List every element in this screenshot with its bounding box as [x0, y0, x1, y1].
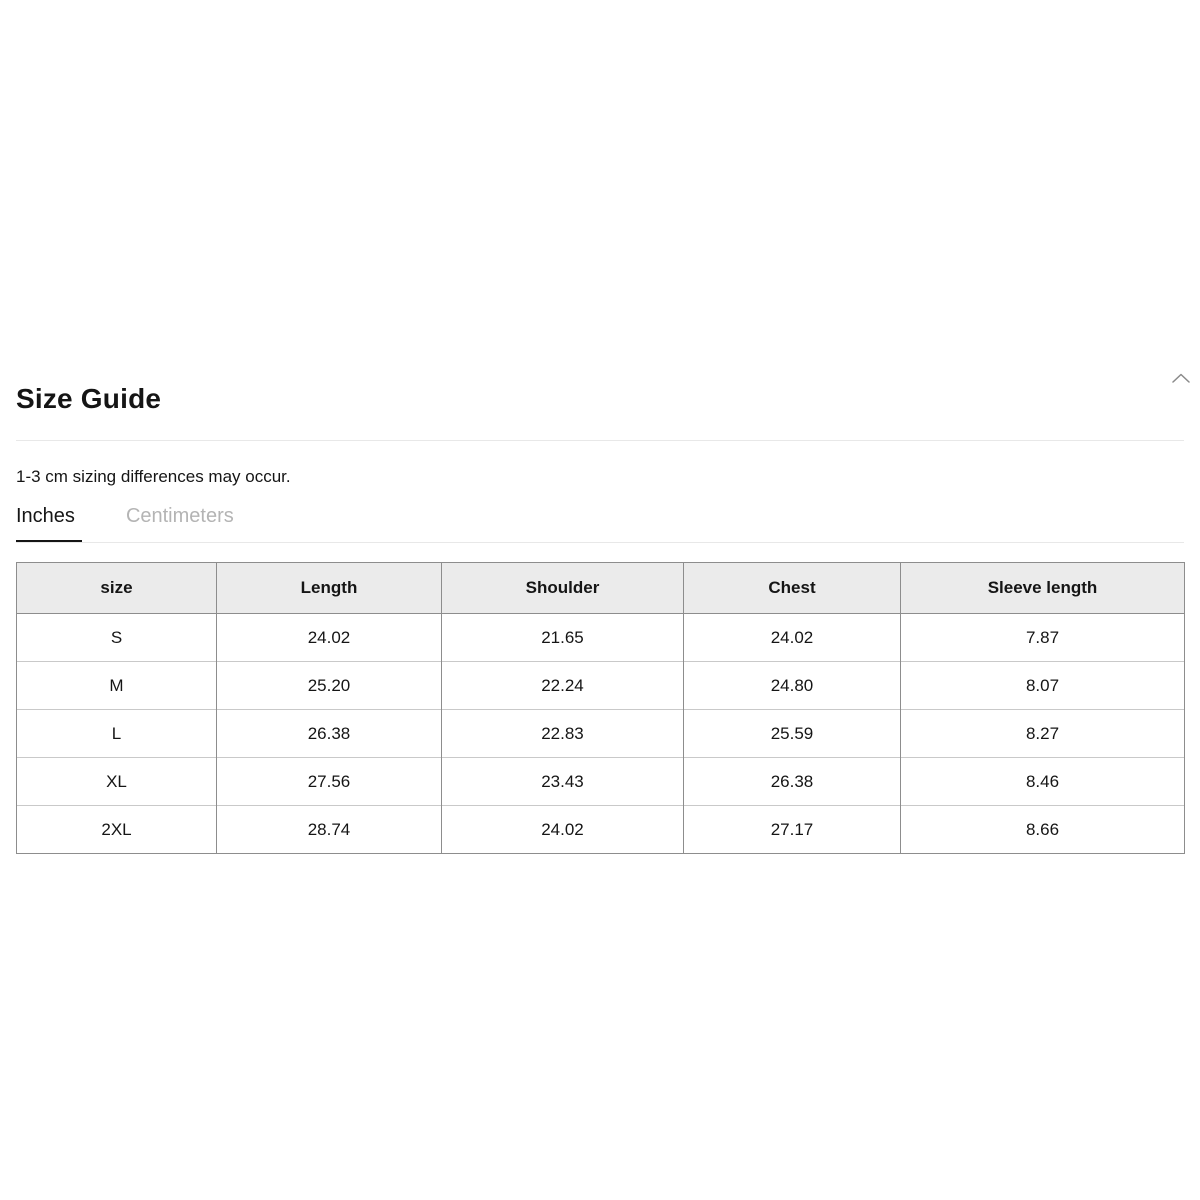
length-cell: 25.20 — [217, 662, 442, 710]
table-row — [17, 758, 1185, 806]
sleeve-length-cell: 8.07 — [901, 662, 1185, 710]
chest-cell: 25.59 — [684, 710, 901, 758]
column-header-sleeve-length: Sleeve length — [901, 563, 1185, 614]
column-header-shoulder: Shoulder — [442, 563, 684, 614]
tabs-divider — [16, 542, 1184, 543]
table-row — [17, 806, 1185, 854]
sleeve-length-cell: 8.27 — [901, 710, 1185, 758]
length-cell: 24.02 — [217, 614, 442, 662]
chest-cell: 24.80 — [684, 662, 901, 710]
chevron-up-icon — [1172, 373, 1190, 383]
sleeve-length-cell: 8.46 — [901, 758, 1185, 806]
column-header-length: Length — [217, 563, 442, 614]
length-cell: 27.56 — [217, 758, 442, 806]
title-divider — [16, 440, 1184, 441]
shoulder-cell: 21.65 — [442, 614, 684, 662]
chest-cell: 26.38 — [684, 758, 901, 806]
size-cell: L — [17, 710, 217, 758]
tab-inches[interactable]: Inches — [16, 505, 75, 527]
size-cell: 2XL — [17, 806, 217, 854]
table-header-row — [17, 563, 1185, 614]
table-row — [17, 662, 1185, 710]
shoulder-cell: 23.43 — [442, 758, 684, 806]
chest-cell: 27.17 — [684, 806, 901, 854]
size-cell: XL — [17, 758, 217, 806]
length-cell: 26.38 — [217, 710, 442, 758]
shoulder-cell: 22.24 — [442, 662, 684, 710]
table-row — [17, 614, 1185, 662]
unit-tabs — [16, 505, 234, 528]
page-title: Size Guide — [16, 383, 162, 414]
size-cell: S — [17, 614, 217, 662]
length-cell: 28.74 — [217, 806, 442, 854]
size-table — [16, 562, 1185, 854]
column-header-chest: Chest — [684, 563, 901, 614]
table-row — [17, 710, 1185, 758]
sizing-note: 1-3 cm sizing differences may occur. — [16, 467, 291, 486]
sleeve-length-cell: 7.87 — [901, 614, 1185, 662]
collapse-button[interactable] — [1168, 366, 1194, 390]
size-cell: M — [17, 662, 217, 710]
tab-centimeters[interactable]: Centimeters — [125, 505, 234, 527]
column-header-size: size — [17, 563, 217, 614]
shoulder-cell: 22.83 — [442, 710, 684, 758]
shoulder-cell: 24.02 — [442, 806, 684, 854]
sleeve-length-cell: 8.66 — [901, 806, 1185, 854]
chest-cell: 24.02 — [684, 614, 901, 662]
